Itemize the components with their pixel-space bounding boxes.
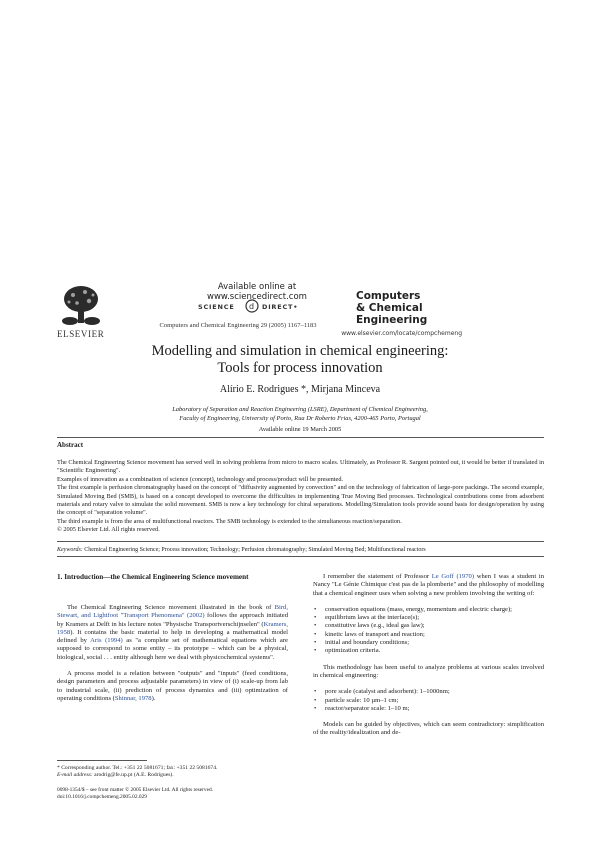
body-paragraph: Models can be guided by objectives, which can seem contradictory: simplification of the reality/idealization and de- — [313, 721, 544, 737]
body-paragraph — [57, 604, 288, 662]
modelling-list — [313, 606, 544, 656]
right-column — [313, 573, 544, 746]
citation-link[interactable]: Bird, Stewart, and Lightfoot "Transport Phenomena" (2002) — [57, 604, 288, 620]
divider — [57, 556, 544, 557]
list-item: • equilibrium laws at the interface(s); — [325, 614, 544, 622]
divider — [57, 437, 544, 438]
authors: Alírio E. Rodrigues *, Mirjana Minceva — [219, 384, 381, 395]
available-online-link[interactable]: Available online at www.sciencedirect.com — [207, 282, 307, 302]
list-item: • pore scale (catalyst and adsorbent): 1–1000nm; — [325, 688, 544, 696]
keywords-label: Keywords: — [57, 547, 83, 553]
journal-reference: Computers and Chemical Engineering 29 (2005) 1167–1183 — [159, 322, 317, 329]
journal-title-line: Engineering — [356, 314, 428, 326]
svg-text:d: d — [249, 302, 255, 311]
body-paragraph: This methodology has been useful to analyze problems at various scales involved in chemical engineering: — [313, 663, 544, 679]
journal-url[interactable]: www.elsevier.com/locate/compchemeng — [341, 330, 462, 337]
sciencedirect-logo[interactable] — [182, 299, 332, 313]
journal-title — [356, 290, 436, 326]
issn-block — [57, 787, 288, 801]
issn: 0098-1354/$ – see front matter © 2005 Elsevier Ltd. All rights reserved. — [57, 787, 214, 793]
abstract-paragraph: The third example is from the area of multifunctional reactors. The SMB technology is extended to the simultaneous reaction/separation. — [57, 517, 402, 525]
svg-text:DIRECT•: DIRECT• — [262, 303, 299, 311]
affiliation — [100, 405, 500, 423]
text-run: I remember the statement of Professor — [323, 573, 432, 580]
email-line — [57, 772, 288, 779]
email-label: E-mail address: — [57, 772, 93, 778]
text-run: ). — [151, 694, 156, 702]
list-item: • conservation equations (mass, energy, momentum and electric charge); — [325, 606, 544, 614]
article-title — [100, 343, 500, 377]
keywords-list: Chemical Engineering Science; Process innovation; Technology; Perfusion chromatography; Simulated Moving Bed; Multifunctional reactors — [84, 547, 426, 553]
list-item: • initial and boundary conditions; — [325, 639, 544, 647]
abstract-body — [57, 459, 544, 535]
title-line: Modelling and simulation in chemical engineering: — [151, 343, 449, 359]
text-run: The Chemical Engineering Science movement illustrated in the book of — [67, 604, 275, 611]
body-paragraph — [57, 670, 288, 703]
elsevier-tree-logo — [58, 283, 104, 329]
publisher-name: ELSEVIER — [57, 329, 105, 339]
abstract-paragraph: Examples of innovation as a combination of science (concept), technology and process/product will be presented. — [57, 475, 344, 483]
divider — [57, 541, 544, 542]
text-run: follows the approach initiated by Kramers at Delft in his lecture notes "Physische Transportverschijnselen" ( — [57, 612, 288, 628]
section-heading: 1. Introduction—the Chemical Engineering Science movement — [57, 573, 249, 581]
footnote-divider — [57, 760, 147, 761]
citation-link[interactable]: Le Goff (1970) — [431, 573, 475, 580]
copyright: © 2005 Elsevier Ltd. All rights reserved. — [57, 526, 160, 534]
citation-link[interactable]: Kramers, 1958 — [57, 620, 288, 636]
list-item: • kinetic laws of transport and reaction; — [325, 631, 544, 639]
journal-title-line: Computers — [356, 290, 421, 302]
text-run: A process model is a relation between "outputs" and "inputs" (feed conditions, design parameters and process adjustable parameters) in view of (i) scale-up from lab to industrial scale, (ii) prediction of process dynamics and (iii) optimization of operating conditions ( — [57, 670, 288, 702]
text-run: when I was a student in Nancy "Le Génie Chimique c'est pas de la plomberie" and the philosophy of modelling that a chemical engineer uses when solving a new problem involving the writing of: — [313, 573, 544, 597]
citation-link[interactable]: Aris (1994) — [90, 637, 123, 645]
available-online-date: Available online 19 March 2005 — [258, 426, 342, 433]
list-item: • particle scale: 10 µm–1 cm; — [325, 697, 544, 705]
doi[interactable]: doi:10.1016/j.compchemeng.2005.02.029 — [57, 794, 147, 800]
scales-list — [313, 688, 544, 713]
title-line: Tools for process innovation — [217, 360, 383, 376]
citation-link[interactable]: Shinnar, 1978 — [114, 694, 152, 702]
svg-text:SCIENCE: SCIENCE — [198, 303, 235, 311]
corresponding-author: * Corresponding author. Tel.: +351 22 5081671; fax: +351 22 5081674. — [57, 765, 218, 771]
footnote — [57, 765, 288, 779]
list-item: • constitutive laws (e.g., ideal gas law); — [325, 622, 544, 630]
left-column — [57, 604, 288, 711]
body-paragraph — [313, 573, 544, 598]
keywords — [57, 547, 544, 553]
affiliation-line: Laboratory of Separation and Reaction Engineering (LSRE), Department of Chemical Engineering, — [172, 406, 428, 413]
text-run: as "a complete set of mathematical equations which are supposed to correspond to some entity – its prototype – which can be a physical, biological, social . . . entity although here we deal with physicochemical systems". — [57, 637, 288, 661]
text-run: ). It contains the basic material to help in developing a mathematical model defined by — [57, 628, 288, 645]
abstract-paragraph: The Chemical Engineering Science movement has served well in solving problems from micro to macro scales. Ultimately, as Professor R. Sargent pointed out, it would be better if translated in "Scientific Engineering". — [57, 459, 544, 475]
email-address[interactable]: arodrig@fe.up.pt (A.E. Rodrigues). — [94, 772, 174, 778]
abstract-heading: Abstract — [57, 441, 84, 449]
affiliation-line: Faculty of Engineering, University of Porto, Rua Dr Roberto Frias, 4200-465 Porto, Portugal — [179, 415, 421, 422]
abstract-paragraph: The first example is perfusion chromatography based on the concept of "diffusivity augmented by convection" and on the technology of fabrication of large-pore packings. The second example, Simulated Moving Bed (SMB), is based on a concept developed to overcome the difficulties in implementing True Moving Bed processes. Technological contributions come from adsorbent materials and rotary valve to simulate the solid movement. SMB is now a key technology for chiral separations. Modelling/Simulation tools provide sound basis for design/operation by using the concept of "separation volume". — [57, 484, 544, 517]
list-item: • reactor/separator scale: 1–10 m; — [325, 705, 544, 713]
list-item: • optimization criteria. — [325, 647, 544, 655]
journal-title-line: & Chemical — [356, 302, 423, 314]
